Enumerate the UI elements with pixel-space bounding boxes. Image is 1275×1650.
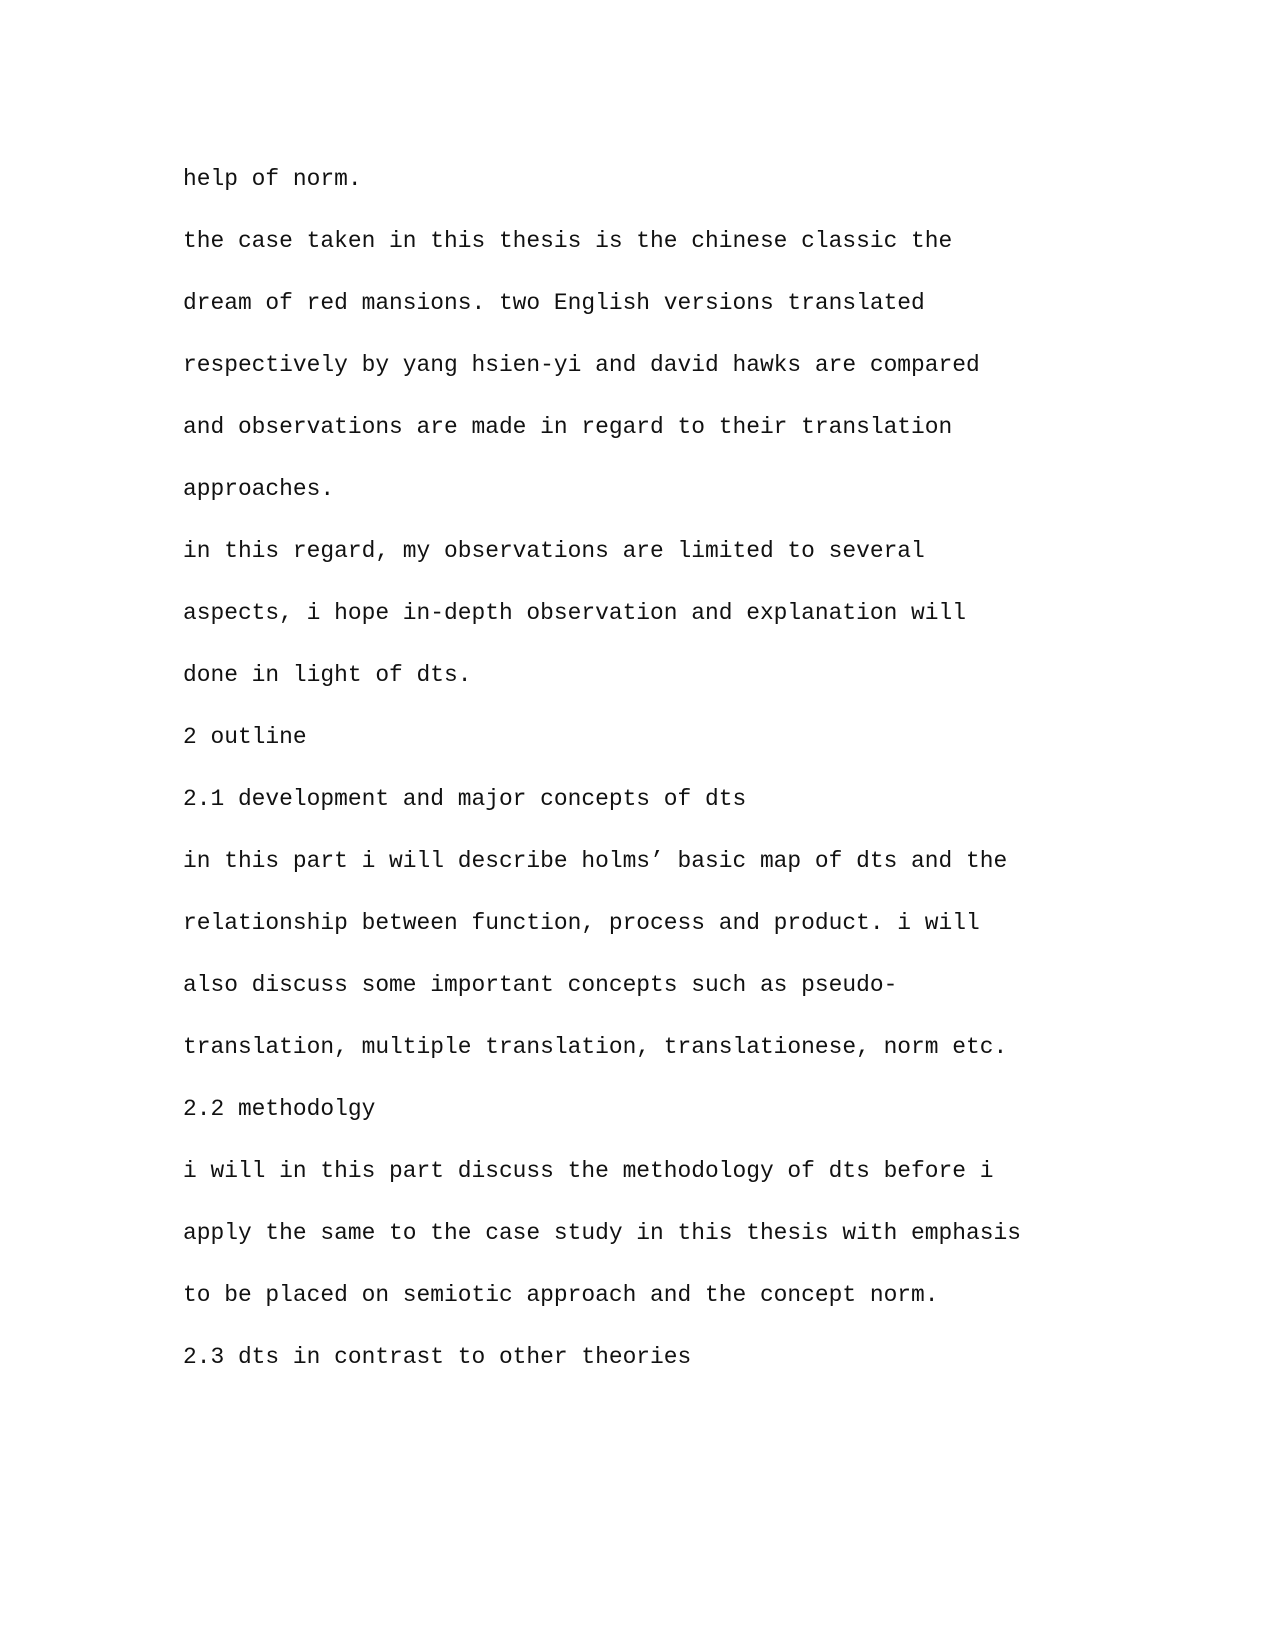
text-line: aspects, i hope in-depth observation and explanation will [183,600,966,626]
text-line: approaches. [183,476,335,502]
text-line: to be placed on semiotic approach and the concept norm. [183,1282,939,1308]
subsection-heading: 2.1 development and major concepts of dts [183,786,747,812]
document-body [183,148,1083,1388]
text-line: respectively by yang hsien-yi and david hawks are compared [183,352,980,378]
section-heading: 2 outline [183,724,307,750]
text-line: the case taken in this thesis is the chinese classic the [183,228,953,254]
text-line: done in light of dts. [183,662,472,688]
text-line: apply the same to the case study in this thesis with emphasis [183,1220,1021,1246]
text-line: help of norm. [183,166,362,192]
text-line: i will in this part discuss the methodology of dts before i [183,1158,994,1184]
text-line: and observations are made in regard to their translation [183,414,953,440]
text-line: translation, multiple translation, translationese, norm etc. [183,1034,1008,1060]
subsection-heading: 2.3 dts in contrast to other theories [183,1344,692,1370]
text-line: in this part i will describe holms’ basic map of dts and the [183,848,1008,874]
text-line: in this regard, my observations are limited to several [183,538,925,564]
text-line: relationship between function, process and product. i will [183,910,980,936]
subsection-heading: 2.2 methodolgy [183,1096,376,1122]
text-line: dream of red mansions. two English versions translated [183,290,925,316]
text-line: also discuss some important concepts such as pseudo- [183,972,898,998]
